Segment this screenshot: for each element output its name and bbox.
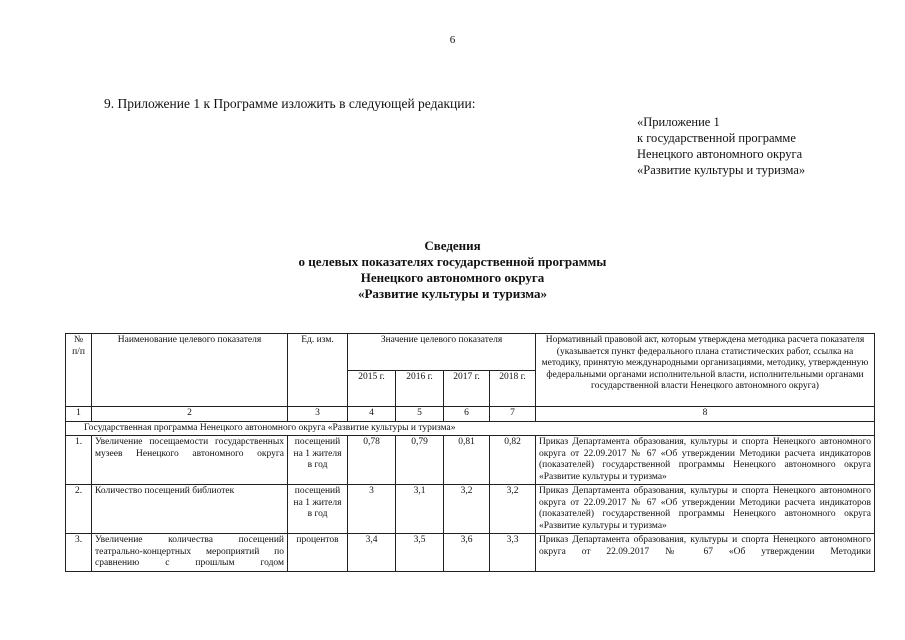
row-value: 0,82 (490, 436, 536, 485)
appendix-line: Ненецкого автономного округа (637, 147, 803, 161)
row-name: Увеличение посещаемости государственных музеев Ненецкого автономного округа (92, 436, 288, 485)
row-value: 3,5 (396, 534, 444, 572)
table-row (66, 436, 875, 485)
header-act: Нормативный правовой акт, которым утверждена методика расчета показателя (указывается пункт федерального плана статистических работ, ссылка на методику, принятую международными организациями, методику, утвержденную федеральными органами исполнительной власти, исполнительными органами государственной власти Ненецкого автономного округа) (536, 334, 875, 407)
targets-table (65, 333, 875, 572)
row-value: 3,2 (490, 485, 536, 534)
row-act: Приказ Департамента образования, культуры и спорта Ненецкого автономного округа от 22.09.2017 № 67 «Об утверждении Методики (536, 534, 875, 572)
row-value: 3,3 (490, 534, 536, 572)
header-row (66, 334, 875, 371)
row-unit: процентов (288, 534, 348, 572)
table-row (66, 534, 875, 572)
appendix-line: к государственной программе (637, 131, 796, 145)
row-value: 0,79 (396, 436, 444, 485)
column-number-row (66, 407, 875, 422)
row-act: Приказ Департамента образования, культуры и спорта Ненецкого автономного округа от 22.09.2017 № 67 «Об утверждении Методики расчета индикаторов (показателей) государственной программы Ненецкого автономного округа «Развитие культуры и туризма» (536, 485, 875, 534)
header-name: Наименование целевого показателя (92, 334, 288, 407)
row-act: Приказ Департамента образования, культуры и спорта Ненецкого автономного округа от 22.09.2017 № 67 «Об утверждении Методики расчета индикаторов (показателей) государственной программы Ненецкого автономного округа «Развитие культуры и туризма» (536, 436, 875, 485)
header-unit: Ед. изм. (288, 334, 348, 407)
column-number: 8 (536, 407, 875, 422)
row-name: Увеличение количества посещений театрально-концертных мероприятий по сравнению с прошлым годом (92, 534, 288, 572)
row-value: 3,2 (444, 485, 490, 534)
column-number: 5 (396, 407, 444, 422)
header-year: 2018 г. (490, 370, 536, 407)
row-value: 0,81 (444, 436, 490, 485)
column-number: 4 (348, 407, 396, 422)
title-line: «Развитие культуры и туризма» (357, 286, 548, 301)
section-row (66, 421, 875, 436)
row-num: 1. (66, 436, 92, 485)
section-title: Государственная программа Ненецкого автономного округа «Развитие культуры и туризма» (66, 421, 875, 436)
row-value: 3,1 (396, 485, 444, 534)
header-value-group: Значение целевого показателя (348, 334, 536, 371)
row-value: 3 (348, 485, 396, 534)
header-year: 2016 г. (396, 370, 444, 407)
row-value: 0,78 (348, 436, 396, 485)
appendix-header (637, 114, 805, 178)
page-number: 6 (449, 34, 456, 46)
row-value: 3,6 (444, 534, 490, 572)
appendix-line: «Приложение 1 (637, 115, 720, 129)
intro-text: 9. Приложение 1 к Программе изложить в следующей редакции: (104, 96, 476, 111)
title-line: о целевых показателях государственной программы (298, 254, 607, 269)
title-line: Ненецкого автономного округа (360, 270, 545, 285)
row-unit: посещений на 1 жителя в год (288, 485, 348, 534)
row-value: 3,4 (348, 534, 396, 572)
appendix-line: «Развитие культуры и туризма» (637, 163, 806, 177)
header-year: 2017 г. (444, 370, 490, 407)
document-title (0, 238, 905, 302)
header-year: 2015 г. (348, 370, 396, 407)
title-line: Сведения (424, 238, 481, 253)
column-number: 6 (444, 407, 490, 422)
table-row (66, 485, 875, 534)
column-number: 3 (288, 407, 348, 422)
header-num: № п/п (66, 334, 92, 407)
row-unit: посещений на 1 жителя в год (288, 436, 348, 485)
column-number: 1 (66, 407, 92, 422)
row-num: 3. (66, 534, 92, 572)
row-num: 2. (66, 485, 92, 534)
column-number: 7 (490, 407, 536, 422)
row-name: Количество посещений библиотек (92, 485, 288, 534)
column-number: 2 (92, 407, 288, 422)
